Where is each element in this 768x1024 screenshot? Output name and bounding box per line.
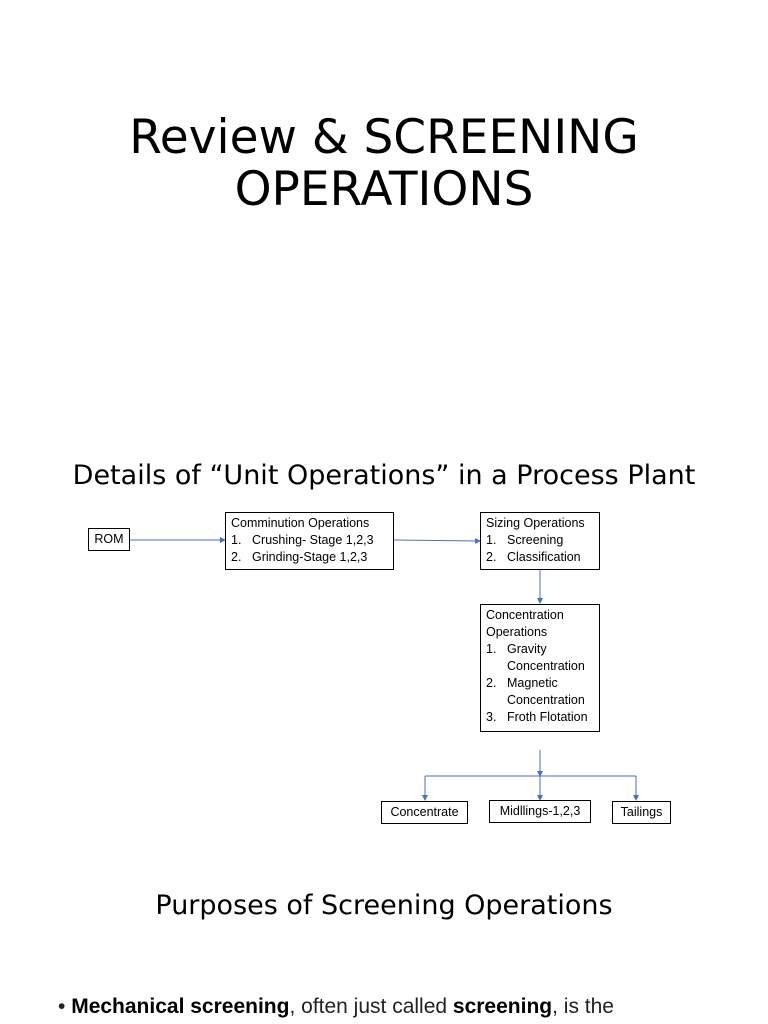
list-text: Concentration xyxy=(507,659,585,673)
concentrate-box xyxy=(381,801,468,824)
middlings-box xyxy=(489,800,591,823)
concentration-item-gravity xyxy=(486,641,594,675)
list-number: 1. xyxy=(231,533,242,547)
sizing-title: Sizing Operations xyxy=(486,516,585,530)
arrow-comminution-to-sizing xyxy=(394,540,480,541)
list-number: 3. xyxy=(486,710,497,724)
purposes-heading: Purposes of Screening Operations xyxy=(155,890,613,921)
concentration-item-froth-flotation xyxy=(486,709,594,726)
term-mechanical-screening: Mechanical screening xyxy=(71,995,290,1018)
list-text: Concentration xyxy=(507,693,585,707)
tailings-label: Tailings xyxy=(620,805,663,819)
list-text: Crushing- Stage 1,2,3 xyxy=(252,533,374,547)
list-text: Classification xyxy=(507,550,581,564)
list-text: Magnetic xyxy=(507,676,558,690)
middlings-label: Midllings-1,2,3 xyxy=(499,804,581,818)
bullet-text-2: , is the xyxy=(552,995,614,1018)
list-text: Gravity xyxy=(507,642,547,656)
comminution-item-grinding xyxy=(231,549,388,566)
sizing-box xyxy=(480,512,600,570)
bullet-symbol: • xyxy=(58,995,66,1018)
list-number: 1. xyxy=(486,642,497,656)
bullet-text-1: , often just called xyxy=(289,995,453,1018)
comminution-box xyxy=(225,512,394,570)
concentration-item-magnetic xyxy=(486,675,594,709)
diagram-heading: Details of “Unit Operations” in a Process Plant xyxy=(72,460,696,491)
bullet-mechanical-screening xyxy=(58,994,718,1020)
sizing-item-screening xyxy=(486,532,594,549)
list-number: 1. xyxy=(486,533,497,547)
list-number: 2. xyxy=(231,550,242,564)
rom-box xyxy=(88,528,130,551)
list-text: Froth Flotation xyxy=(507,710,588,724)
comminution-title: Comminution Operations xyxy=(231,516,370,530)
title-line-2: OPERATIONS xyxy=(234,162,534,217)
rom-label: ROM xyxy=(94,532,124,546)
concentration-list xyxy=(486,641,594,726)
comminution-item-crushing xyxy=(231,532,388,549)
concentrate-label: Concentrate xyxy=(390,805,459,819)
term-screening: screening xyxy=(452,995,553,1018)
tailings-box xyxy=(612,801,671,824)
concentration-title-line-2: Operations xyxy=(486,625,548,639)
list-number: 2. xyxy=(486,550,497,564)
list-text: Screening xyxy=(507,533,564,547)
title-line-1: Review & SCREENING xyxy=(129,110,639,165)
sizing-list xyxy=(486,532,594,566)
comminution-list xyxy=(231,532,388,566)
list-number: 2. xyxy=(486,676,497,690)
list-text: Grinding-Stage 1,2,3 xyxy=(252,550,368,564)
sizing-item-classification xyxy=(486,549,594,566)
concentration-box xyxy=(480,604,600,732)
concentration-title-line-1: Concentration xyxy=(486,608,564,622)
